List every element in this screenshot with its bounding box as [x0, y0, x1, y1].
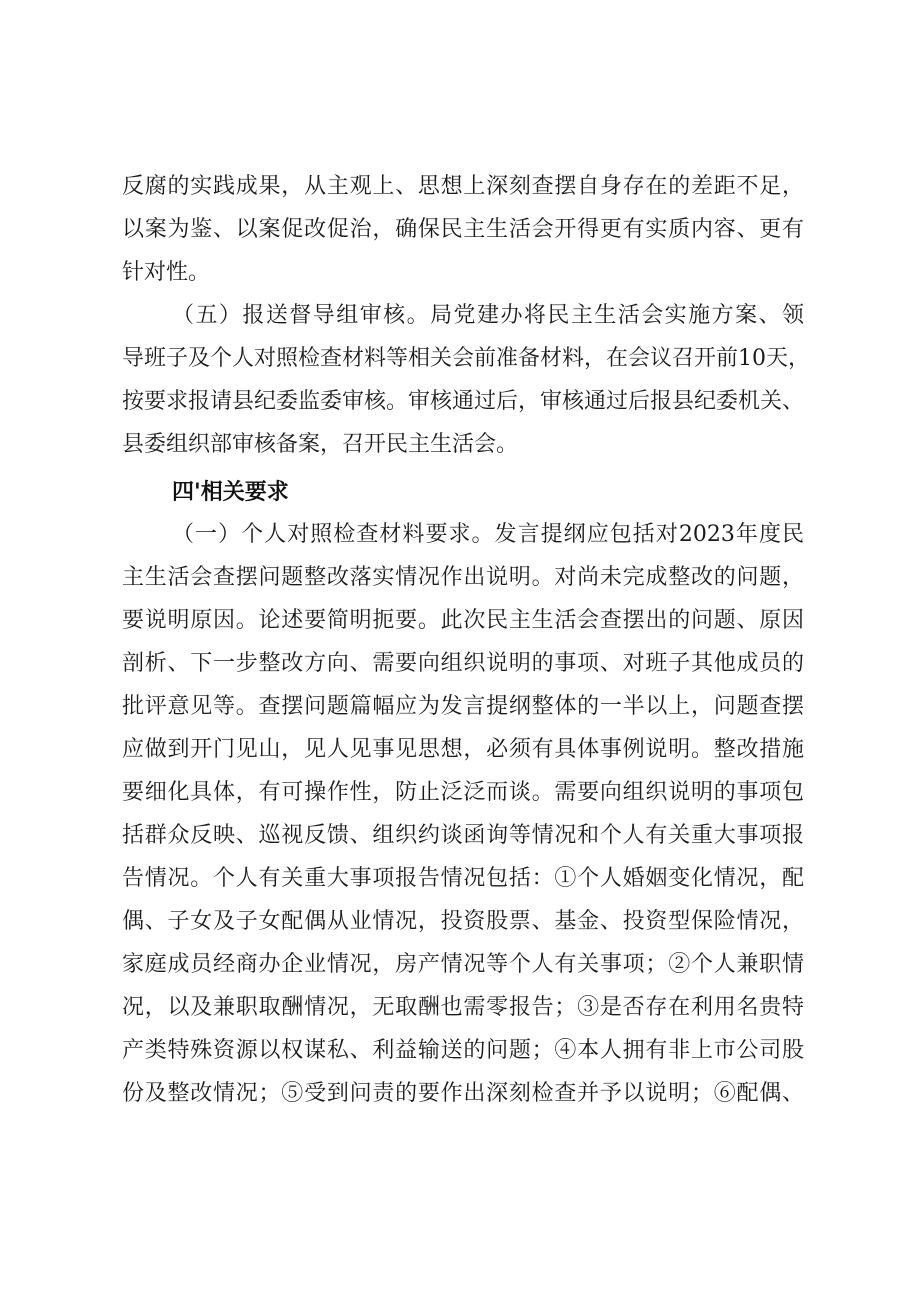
paragraph-3-line-5: 批评意见等。查摆问题篇幅应为发言提纲整体的一半以上，问题查摆	[122, 694, 804, 719]
paragraph-3-line-1: （一）个人对照检查材料要求。发言提纲应包括对2023年度民	[172, 522, 804, 547]
paragraph-3-line-12: 况，以及兼职取酬情况，无取酬也需零报告；③是否存在利用名贵特	[122, 995, 804, 1020]
section-heading: 四'相关要求	[172, 480, 289, 505]
paragraph-2-line-2: 导班子及个人对照检查材料等相关会前准备材料，在会议召开前10天，	[122, 346, 810, 371]
paragraph-1-line-2: 以案为鉴、以案促改促治，确保民主生活会开得更有实质内容、更有	[122, 217, 804, 242]
paragraph-3-line-13: 产类特殊资源以权谋私、利益输送的问题；④本人拥有非上市公司股	[122, 1038, 804, 1063]
paragraph-3-line-11: 家庭成员经商办企业情况，房产情况等个人有关事项；②个人兼职情	[122, 952, 804, 977]
paragraph-3-line-7: 要细化具体，有可操作性，防止泛泛而谈。需要向组织说明的事项包	[122, 780, 804, 805]
paragraph-3-line-3: 要说明原因。论述要简明扼要。此次民主生活会查摆出的问题、原因	[122, 608, 804, 633]
paragraph-2-line-1: （五）报送督导组审核。局党建办将民主生活会实施方案、领	[172, 303, 804, 328]
paragraph-3-line-4: 剖析、下一步整改方向、需要向组织说明的事项、对班子其他成员的	[122, 651, 804, 676]
paragraph-3-line-9: 告情况。个人有关重大事项报告情况包括：①个人婚姻变化情况，配	[122, 866, 804, 891]
paragraph-1-line-3: 针对性。	[122, 260, 211, 285]
paragraph-2-line-3: 按要求报请县纪委监委审核。审核通过后，审核通过后报县纪委机关、	[122, 389, 805, 414]
paragraph-3-line-2: 主生活会查摆问题整改落实情况作出说明。对尚未完成整改的问题，	[122, 565, 804, 590]
paragraph-3-line-14: 份及整改情况；⑤受到问责的要作出深刻检查并予以说明；⑥配偶、	[122, 1081, 804, 1106]
paragraph-3-line-8: 括群众反映、巡视反馈、组织约谈函询等情况和个人有关重大事项报	[122, 823, 804, 848]
paragraph-2-line-4: 县委组织部审核备案，召开民主生活会。	[122, 432, 519, 457]
paragraph-3-line-10: 偶、子女及子女配偶从业情况，投资股票、基金、投资型保险情况，	[122, 909, 804, 934]
paragraph-3-line-6: 应做到开门见山，见人见事见思想，必须有具体事例说明。整改措施	[122, 737, 804, 762]
paragraph-1-line-1: 反腐的实践成果，从主观上、思想上深刻查摆自身存在的差距不足，	[122, 174, 804, 199]
